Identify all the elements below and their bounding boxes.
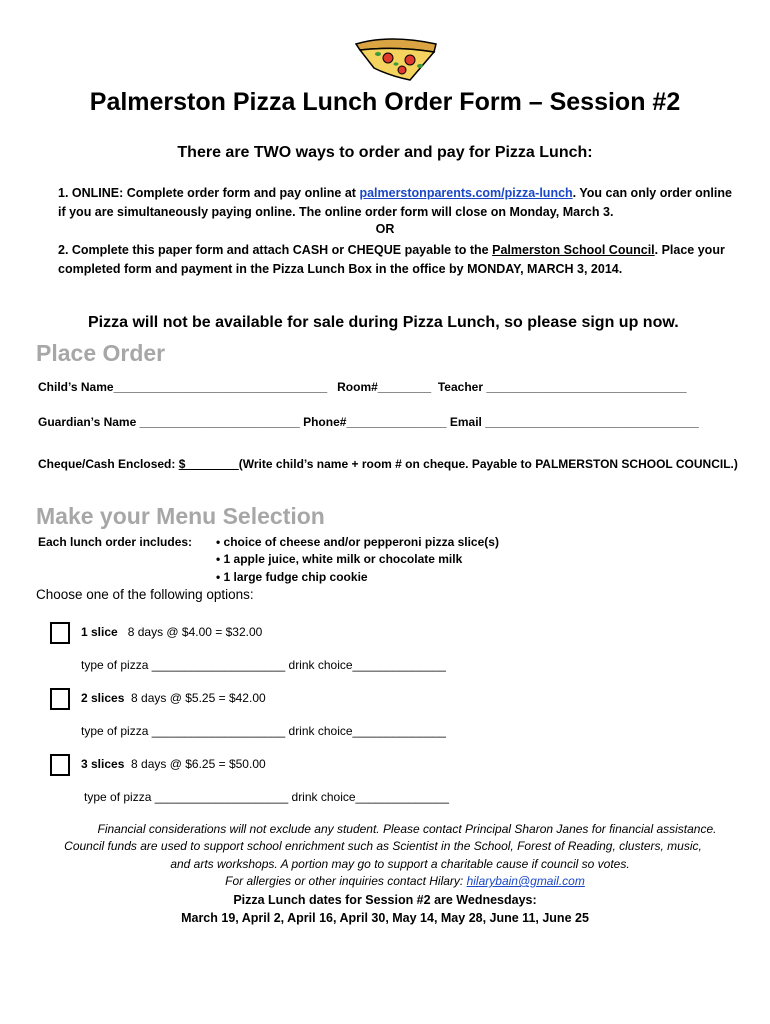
child-info-line[interactable]: Child’s Name________________________________ Room#________ Teacher ______________________________ [38, 380, 687, 394]
option-2-pizza-drink-line[interactable]: type of pizza ____________________ drink choice______________ [81, 724, 446, 738]
option-1-checkbox[interactable] [50, 622, 70, 644]
guardian-info-line[interactable]: Guardian’s Name ________________________ Phone#_______________ Email ________________________________ [38, 415, 699, 429]
paper-instructions: 2. Complete this paper form and attach CASH or CHEQUE payable to the Palmerston School Council. Place your completed form and payment in the Pizza Lunch Box in the office by MONDAY, MARCH 3, 2014. [58, 243, 725, 276]
availability-notice: Pizza will not be available for sale during Pizza Lunch, so please sign up now. [88, 314, 679, 331]
option-3-pizza-drink-line[interactable]: type of pizza ____________________ drink choice______________ [84, 790, 449, 804]
charitable-note: and arts workshops. A portion may go to support a charitable cause if council so votes. [170, 857, 630, 871]
includes-label: Each lunch order includes: [38, 535, 193, 549]
pizza-slice-icon [350, 36, 440, 86]
includes-item: • choice of cheese and/or pepperoni pizza slice(s) [216, 535, 499, 549]
dates-title: Pizza Lunch dates for Session #2 are Wednesdays: [233, 893, 537, 907]
option-2-checkbox[interactable] [50, 688, 70, 710]
option-3-label: 3 slices 8 days @ $6.25 = $50.00 [81, 757, 266, 771]
school-council-name: Palmerston School Council [492, 243, 655, 257]
contact-email-link[interactable]: hilarybain@gmail.com [466, 874, 585, 888]
financial-note: Financial considerations will not exclude any student. Please contact Principal Sharon Janes for financial assistance. [97, 822, 717, 836]
page-title: Palmerston Pizza Lunch Order Form – Session #2 [89, 88, 681, 116]
council-funds-note: Council funds are used to support school enrichment such as Scientist in the School, Forest of Reading, clusters, music, [64, 839, 702, 853]
cheque-amount: $________ [178, 457, 239, 471]
option-2-label: 2 slices 8 days @ $5.25 = $42.00 [81, 691, 266, 705]
menu-selection-heading: Make your Menu Selection [36, 503, 325, 529]
allergy-contact-note: For allergies or other inquiries contact Hilary: hilarybain@gmail.com [225, 874, 585, 888]
option-1-label: 1 slice 8 days @ $4.00 = $32.00 [81, 625, 263, 639]
or-divider: OR [375, 222, 395, 236]
cheque-line[interactable]: Cheque/Cash Enclosed: $________(Write child’s name + room # on cheque. Payable to PALMERSTON SCHOOL COUNCIL.) [38, 457, 738, 471]
includes-item: • 1 large fudge chip cookie [216, 570, 368, 584]
includes-item: • 1 apple juice, white milk or chocolate milk [216, 552, 463, 566]
pizza-lunch-link[interactable]: palmerstonparents.com/pizza-lunch [359, 186, 573, 200]
option-3-checkbox[interactable] [50, 754, 70, 776]
dates-list: March 19, April 2, April 16, April 30, May 14, May 28, June 11, June 25 [181, 911, 589, 925]
place-order-heading: Place Order [36, 340, 166, 366]
order-ways-subtitle: There are TWO ways to order and pay for Pizza Lunch: [177, 144, 593, 161]
option-1-pizza-drink-line[interactable]: type of pizza ____________________ drink choice______________ [81, 658, 446, 672]
online-instructions: 1. ONLINE: Complete order form and pay online at palmerstonparents.com/pizza-lunch. You can only order online if you are simultaneously paying online. The online order form will close on Monday, March 3. [58, 186, 732, 219]
choose-options-text: Choose one of the following options: [36, 587, 254, 602]
